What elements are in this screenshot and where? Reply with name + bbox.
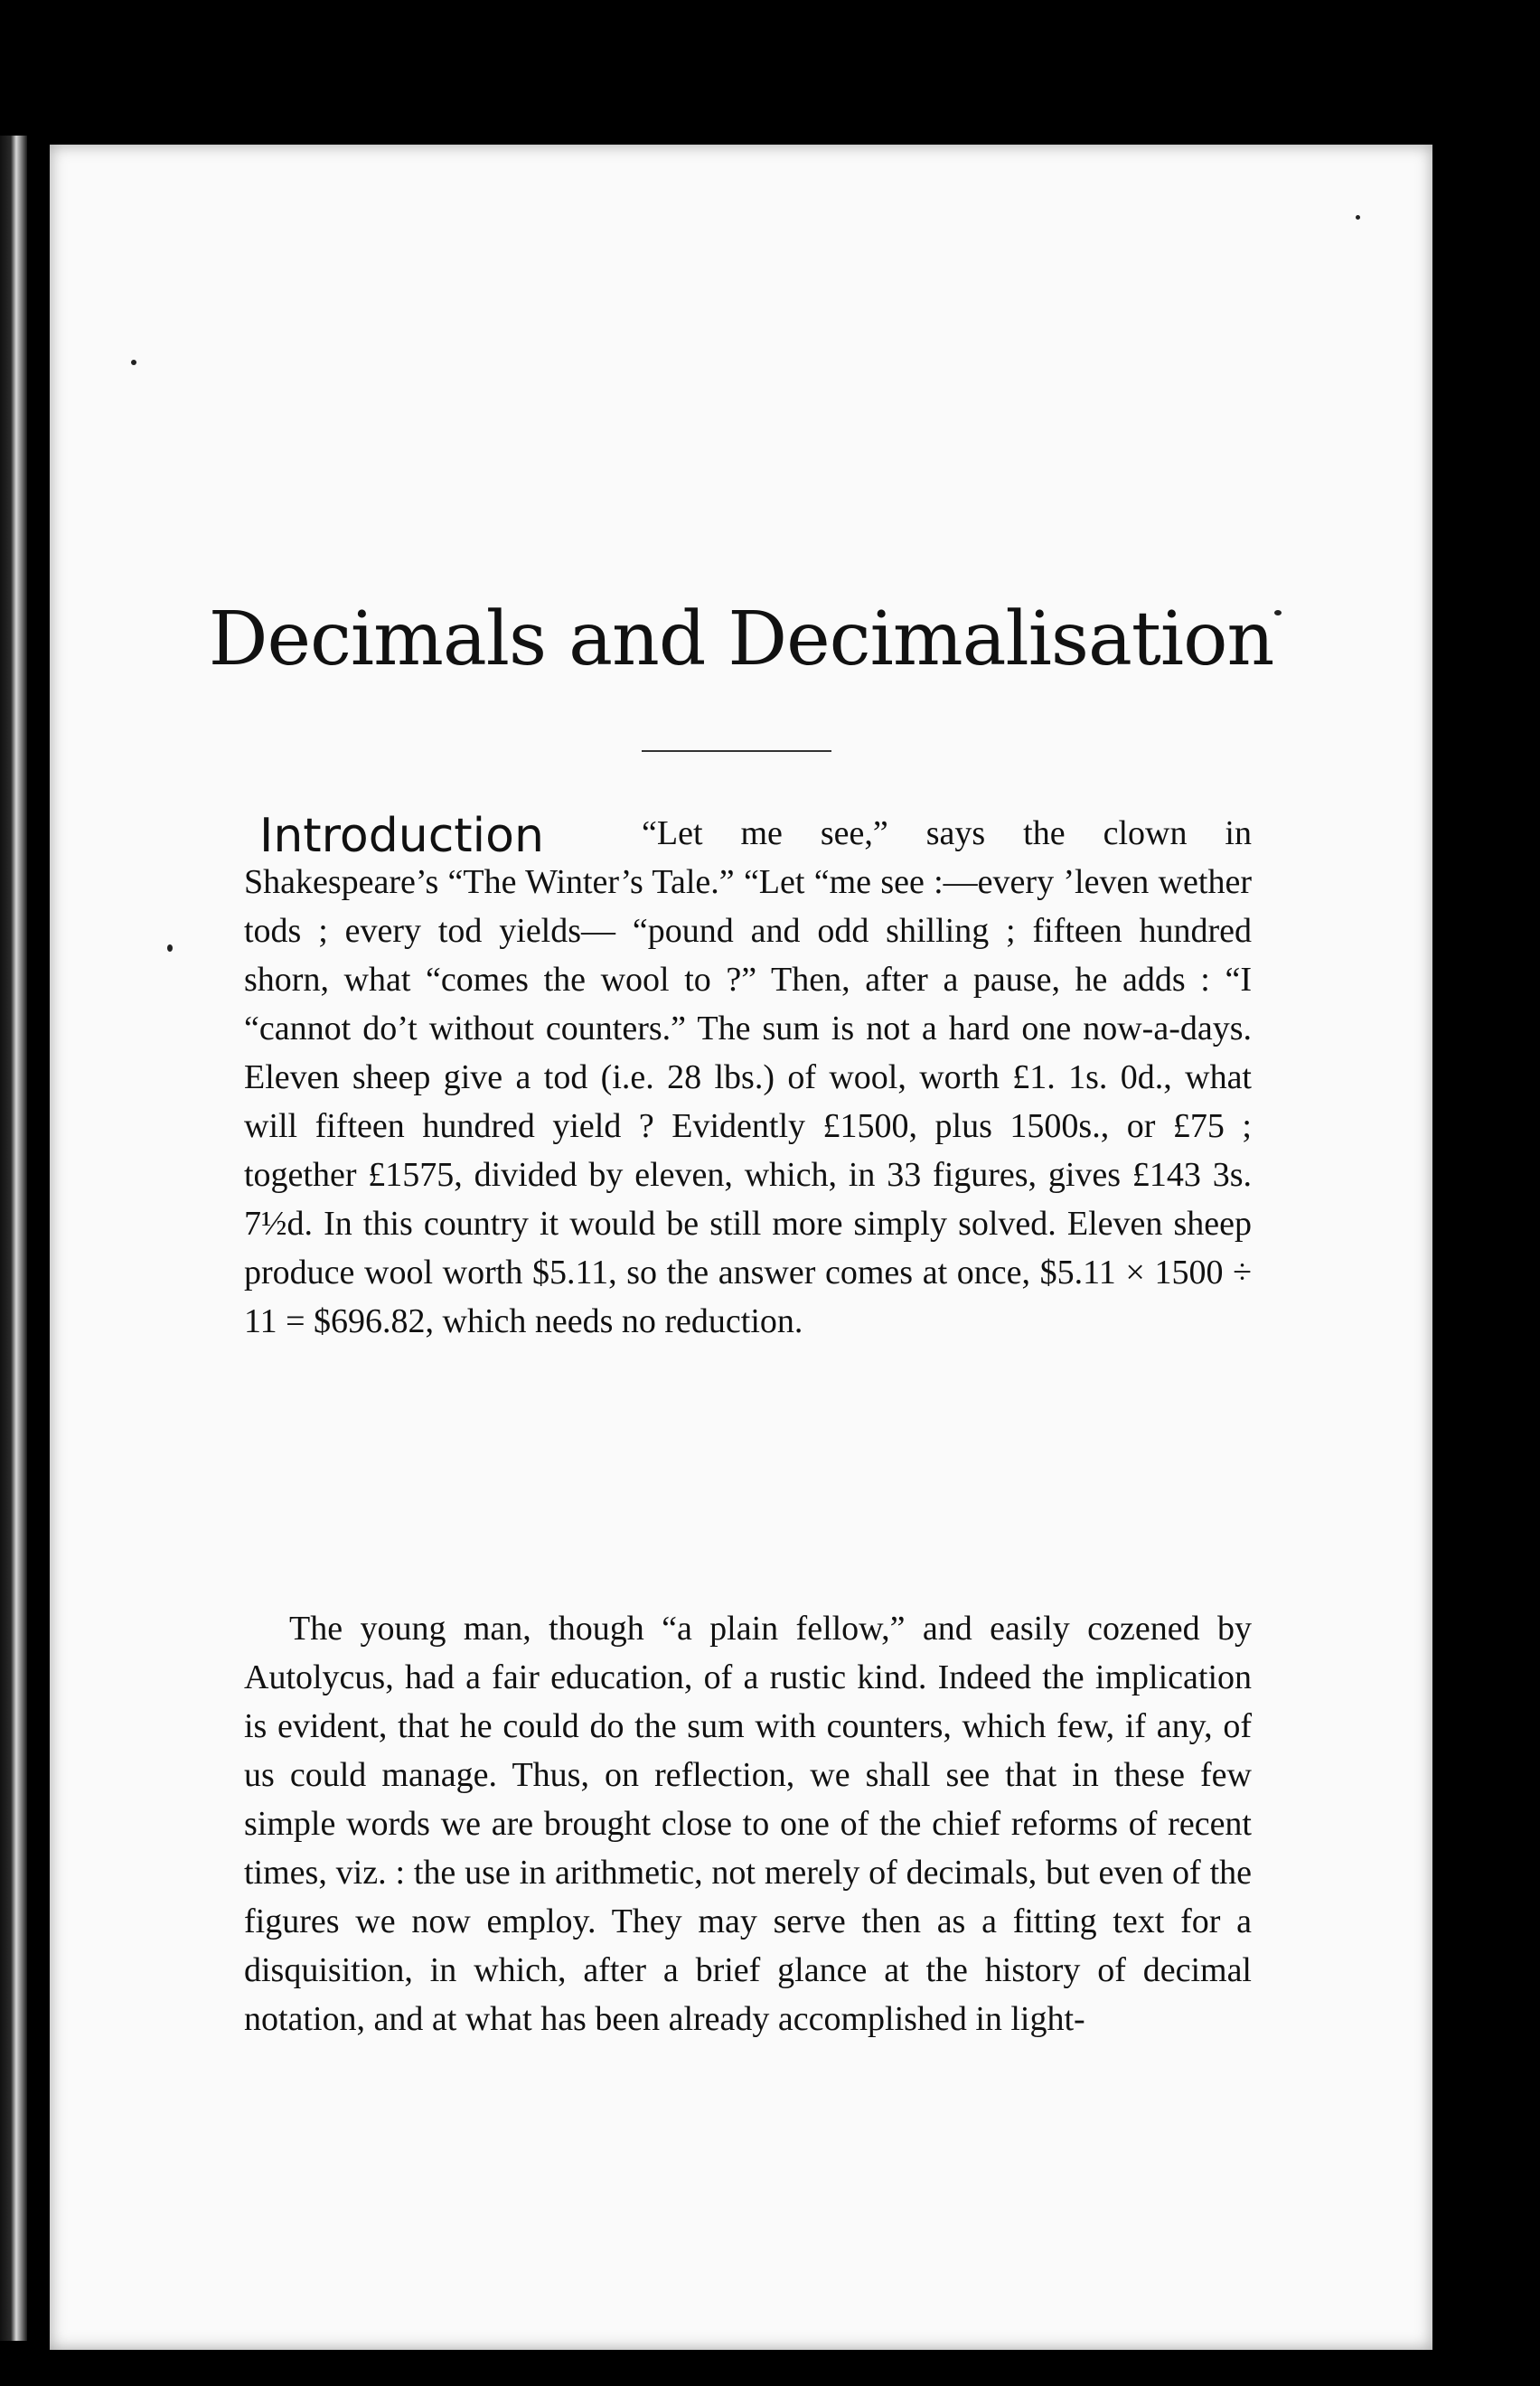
section-heading: Introduction — [259, 809, 544, 863]
title-rule — [642, 750, 831, 752]
adjacent-page-edge — [0, 136, 27, 2341]
paragraph-2: The young man, though “a plain fellow,” and easily cozened by Autolycus, had a fair education, of a rustic kind. Indeed the implication is evident, that he could do the sum with counters, which few, if any, of us could manage. Thus, on reflection, we shall see that in these few simple words we are brought close to one of the chief reforms of recent times, viz. : the use in arithmetic, not merely of decimals, but even of the figures we now employ. They may serve then as a fitting text for a disquisition, in which, after a brief glance at the history of decimal notation, and at what has been already accomplished in light- — [244, 1610, 1252, 2038]
document-page — [50, 145, 1432, 2350]
scan-speck — [1356, 215, 1360, 220]
page-title: Decimals and Decimalisation — [208, 596, 1274, 682]
scan-speck — [131, 360, 136, 365]
scan-speck — [1274, 610, 1282, 615]
scan-speck — [167, 944, 173, 952]
paragraph-1: “Let me see,” says the clown in Shakespeare’s “The Winter’s Tale.” “Let “me see :—every ’leven wether tods ; every tod yields— “pound and odd shilling ; fifteen hundred shorn, what “comes the wool to ?” Then, after a pause, he adds : “I “cannot do’t without counters.” The sum is not a hard one now-a-days. Eleven sheep give a tod (i.e. 28 lbs.) of wool, worth £1. 1s. 0d., what will fifteen hundred yield ? Evidently £1500, plus 1500s., or £75 ; together £1575, divided by eleven, which, in 33 figures, gives £143 3s. 7½d. In this country it would be still more simply solved. Eleven sheep produce wool worth $5.11, so the answer comes at once, $5.11 × 1500 ÷ 11 = $696.82, which needs no reduction. — [244, 814, 1252, 1340]
